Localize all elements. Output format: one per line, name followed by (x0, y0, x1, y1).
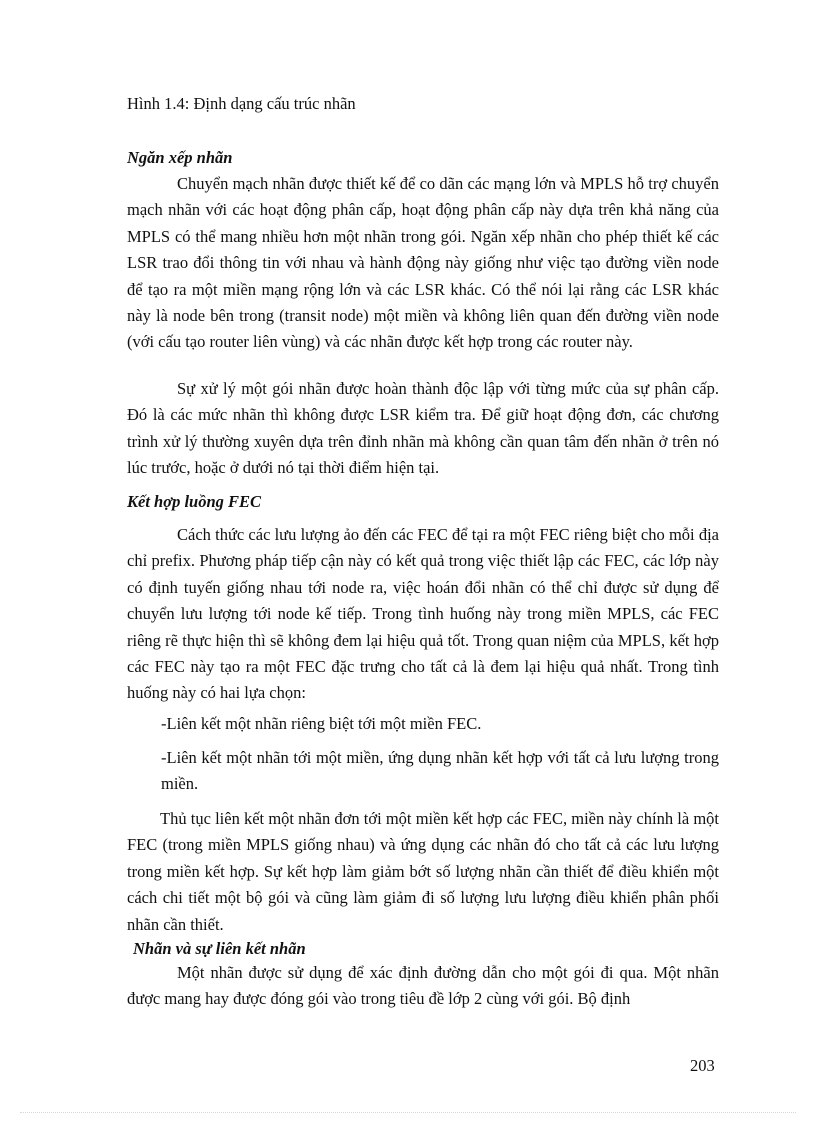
bullet-item-1: -Liên kết một nhãn riêng biệt tới một miền FEC. (161, 714, 482, 733)
page-bottom-divider (20, 1112, 796, 1113)
bullet-item-2: -Liên kết một nhãn tới một miền, ứng dụng nhãn kết hợp với tất cả lưu lượng trong miền. (161, 748, 719, 794)
figure-caption: Hình 1.4: Định dạng cấu trúc nhãn (127, 94, 356, 113)
section-heading-fec-aggregation: Kết hợp luồng FEC (127, 492, 262, 511)
paragraph-fec-aggregation: Cách thức các lưu lượng ảo đến các FEC để tại ra một FEC riêng biệt cho mỗi địa chỉ prefix. Phương pháp tiếp cận này có kết quả trong việc thiết lập các FEC, các lớp này có định tuyến giống nhau tới node ra, việc hoán đổi nhãn có thể chỉ được sử dụng để chuyển lưu lượng tới node kế tiếp. Trong tình huống này trong miền MPLS, các FEC riêng rẽ thực hiện thì sẽ không đem lại hiệu quả tốt. Trong quan niệm của MPLS, kết hợp các FEC này tạo ra một FEC đặc trưng cho tất cả là đem lại hiệu quả nhất. Trong tình huống này có hai lựa chọn: (127, 525, 719, 703)
section-heading-label-stack: Ngăn xếp nhãn (127, 148, 233, 167)
paragraph-fec-closing: Thủ tục liên kết một nhãn đơn tới một miền kết hợp các FEC, miền này chính là một FEC (trong miền MPLS giống nhau) và ứng dụng các nhãn đó cho tất cả các lưu lượng trong miền kết hợp. Sự kết hợp làm giảm bớt số lượng nhãn cần thiết để điều khiển một cách chi tiết một bộ gói và cũng làm giảm đi số lượng lưu lượng điều khiển phân phối nhãn cần thiết. (127, 809, 719, 934)
page-number: 203 (690, 1056, 715, 1075)
paragraph-label-stack-1: Chuyển mạch nhãn được thiết kế để co dãn các mạng lớn và MPLS hỗ trợ chuyển mạch nhãn với các hoạt động phân cấp, hoạt động phân cấp này dựa trên khả năng của MPLS có thể mang nhiều hơn một nhãn trong gói. Ngăn xếp nhãn cho phép thiết kế các LSR trao đổi thông tin với nhau và hành động này giống như việc tạo đường viền node để tạo ra một miền mạng rộng lớn và các LSR khác. Có thể nói lại rằng các LSR khác này là node bên trong (transit node) một miền và không liên quan đến đường viền node (với cấu tạo router liên vùng) và các nhãn được kết hợp trong các router này. (127, 174, 719, 352)
paragraph-label-binding: Một nhãn được sử dụng để xác định đường dẫn cho một gói đi qua. Một nhãn được mang hay được đóng gói vào trong tiêu đề lớp 2 cùng với gói. Bộ định (127, 963, 719, 1009)
section-heading-label-binding: Nhãn và sự liên kết nhãn (133, 939, 306, 958)
paragraph-label-stack-2: Sự xử lý một gói nhãn được hoàn thành độc lập với từng mức của sự phân cấp. Đó là các mức nhãn thì không được LSR kiểm tra. Để giữ hoạt động đơn, các chương trình xử lý thường xuyên dựa trên đỉnh nhãn mà không cần quan tâm đến nhãn ở trên nó lúc trước, hoặc ở dưới nó tại thời điểm hiện tại. (127, 379, 719, 478)
